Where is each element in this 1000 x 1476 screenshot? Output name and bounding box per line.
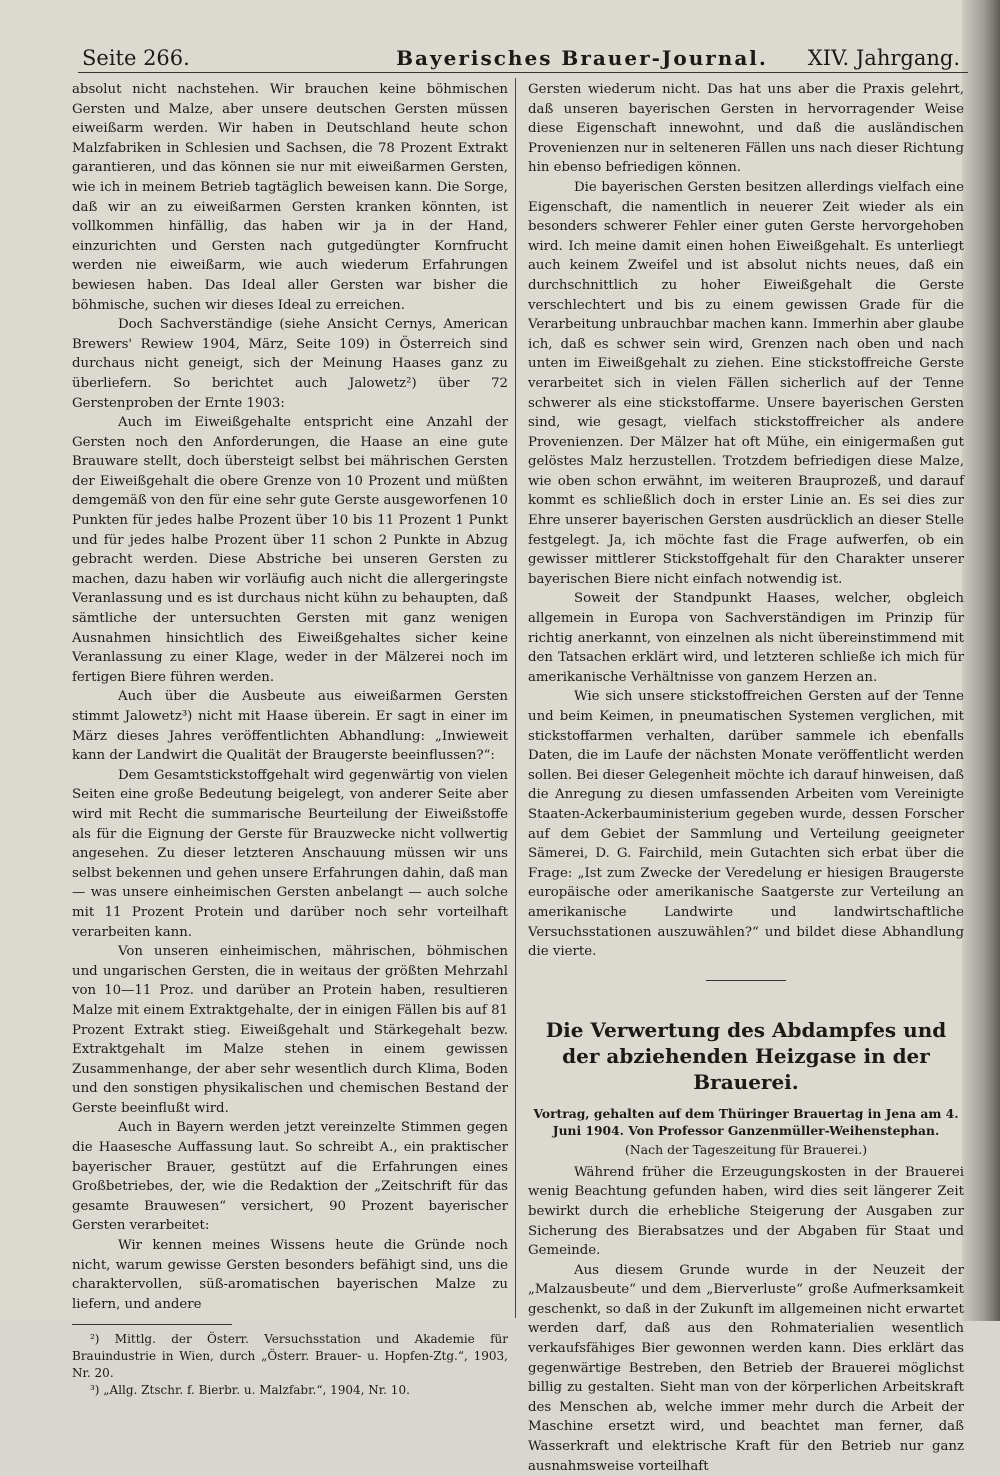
column-divider (515, 78, 516, 1318)
quote-paragraph: Von unseren einheimischen, mährischen, böhmischen und ungarischen Gersten, die in weitaus der größten Mehrzahl von 10—11 Proz. und darüber an Protein haben, resultieren Malze mit einem Extraktgehalte, der in einigen Fällen bis auf 81 Prozent Extrakt stieg. Eiweißgehalt und Stärkegehalt bezw. Extraktgehalt im Malze stehen in einem gewissen Zusammenhange, der aber sehr wesentlich durch Klima, Boden und den sonstigen physikalischen und chemischen Bestand der Gerste beeinflußt wird. (72, 944, 508, 1116)
footnote: ²) Mittlg. der Österr. Versuchsstation und Akademie für Brauindustrie in Wien, durch „Österr. Brauer- u. Hopfen-Ztg.“, 1903, Nr. 20. (72, 1332, 508, 1381)
article-byline: Vortrag, gehalten auf dem Thüringer Brauertag in Jena am 4. Juni 1904. Von Professor Ganzenmüller-Weihenstephan. (533, 1105, 959, 1138)
paragraph: Wie sich unsere stickstoffreichen Gersten auf der Tenne und beim Keimen, in pneumatischen Systemen verglichen, mit stickstoffarmen verhalten, darüber sammele ich ebenfalls Daten, die im Laufe der nächsten Monate veröffentlicht werden sollen. Bei dieser Gelegenheit möchte ich darauf hinweisen, daß die Anregung zu diesen umfassenden Arbeiten vom Vereinigte Staaten-Ackerbauministerium gegeben wurde, dessen Forscher auf dem Gebiet der Sammlung und Verteilung geeigneter Sämerei, D. G. Fairchild, mein Gutachten sich erbat über die Frage: „Ist zum Zwecke der Veredelung er hiesigen Braugerste europäische oder amerikanische Saatgerste zur Verteilung an amerikanische Landwirte und landwirtschaftliche Versuchsstationen auszuwählen?“ und bildet diese Abhandlung die vierte. (528, 689, 964, 960)
paragraph: Auch über die Ausbeute aus eiweißarmen Gersten stimmt Jalowetz³) nicht mit Haase überein. Er sagt in einer im März dieses Jahres veröffentlichten Abhandlung: „Inwieweit kann der Landwirt die Qualität der Braugerste beeinflussen?“: (72, 689, 508, 764)
footnote-rule (72, 1324, 232, 1325)
volume-label: XIV. Jahrgang. (807, 46, 960, 70)
paragraph: Gersten wiederum nicht. Das hat uns aber die Praxis gelehrt, daß unseren bayerischen Gersten in hervorragender Weise diese Eigenschaft innewohnt, und daß die ausländischen Provenienzen nur in selteneren Fällen uns nach dieser Richtung hin ebenso befriedigen können. (528, 82, 964, 176)
quote-paragraph: Auch im Eiweißgehalte entspricht eine Anzahl der Gersten noch den Anforderungen, die Haase an eine gute Brauware stellt, doch übersteigt selbst bei mährischen Gersten der Eiweißgehalt die obere Grenze von 10 Prozent und müßten demgemäß von den für eine sehr gute Gerste ausgeworfenen 10 Punkten für jedes halbe Prozent über 10 bis 11 Prozent 1 Punkt und für jedes halbe Prozent über 11 schon 2 Punkte in Abzug gebracht werden. Diese Abstriche bei unseren Gersten zu machen, dazu haben wir vorläufig auch nicht die allergeringste Veranlassung und es ist durchaus nicht kühn zu behaupten, daß sämtliche der untersuchten Gersten mit ganz wenigen Ausnahmen hinsichtlich des Eiweißgehaltes sicher keine Veranlassung zu einer Klage, weder in der Mälzerei noch im fertigen Biere führen werden. (72, 415, 508, 685)
paragraph: absolut nicht nachstehen. Wir brauchen keine böhmischen Gersten und Malze, aber unsere deutschen Gersten müssen eiweißarm werden. Wir haben in Deutschland heute schon Malzfabriken in Schlesien und Sachsen, die 78 Prozent Extrakt garantieren, und das können sie nur mit eiweißarmen Gersten, wie ich in meinem Betrieb tagtäglich beweisen kann. Die Sorge, daß wir an zu eiweißarmen Gersten kranken könnten, ist vollkommen hinfällig, das haben wir ja in der Hand, einzurichten und Gersten nach gutgedüngter Kornfrucht werden nie eiweißarm, wie auch wiederum Erfahrungen bewiesen haben. Das Ideal aller Gersten war bisher die böhmische, suchen wir dieses Ideal zu erreichen. (72, 82, 508, 313)
footnote: ³) „Allg. Ztschr. f. Bierbr. u. Malzfabr.“, 1904, Nr. 10. (90, 1383, 410, 1398)
paragraph: Aus diesem Grunde wurde in der Neuzeit der „Malzausbeute“ und dem „Bierverluste“ große Aufmerksamkeit geschenkt, so daß in der Zukunft im allgemeinen nicht erwartet werden darf, daß aus den Rohmaterialien wesentlich verkaufsfähiges Bier gewonnen werden kann. Dies erklärt das gegenwärtige Bestreben, den Betrieb der Brauerei möglichst billig zu gestalten. Sieht man von der körperlichen Arbeitskraft des Menschen ab, welche immer mehr durch die Arbeit der Maschine ersetzt wird, und beachtet man ferner, daß Wasserkraft und elektrische Kraft für den Betrieb nur ganz ausnahmsweise vorteilhaft (528, 1262, 964, 1474)
right-column (528, 80, 964, 1474)
article-title: Die Verwertung des Abdampfes und der abziehenden Heizgase in der Brauerei. (545, 1017, 947, 1094)
quote-paragraph: Dem Gesamtstickstoffgehalt wird gegenwärtig von vielen Seiten eine große Bedeutung beigelegt, von anderer Seite aber wird mit Recht die summarische Beurteilung der Eiweißstoffe als für die Eignung der Gerste für Brauzwecke nicht vollwertig angesehen. Zu dieser letzteren Anschauung müssen wir uns selbst bekennen und gehen unsere Erfahrungen dahin, daß man — was unsere einheimischen Gersten anbelangt — auch solche mit 11 Prozent Protein und darüber noch sehr vorteilhaft verarbeiten kann. (72, 767, 508, 940)
paragraph: Die bayerischen Gersten besitzen allerdings vielfach eine Eigenschaft, die namentlich in neuerer Zeit wieder als ein besonders schwerer Fehler einer guten Gerste hervorgehoben wird. Ich meine damit einen hohen Eiweißgehalt. Es unterliegt auch keinem Zweifel und ist absolut nichts neues, daß ein durchschnittlich zu hoher Eiweißgehalt die Gerste verschlechtert und bis zu einem gewissen Grade für die Verarbeitung unbrauchbar machen kann. Immerhin aber glaube ich, daß es schwer sein wird, Grenzen nach oben und nach unten im Eiweißgehalt zu ziehen. Eine stickstoffreiche Gerste verarbeitet sich in vielen Fällen sicherlich auf der Tenne schwerer als eine stickstoffarme. Unsere bayerischen Gersten sind, wie gesagt, vielfach stickstoffreicher als andere Provenienzen. Der Mälzer hat oft Mühe, ein einigermaßen gut gelöstes Malz herzustellen. Trotzdem befriedigen diese Malze, wie oben schon erwähnt, im weiteren Brauprozeß, und darauf kommt es schließlich doch in erster Linie an. Es sei dies zur Ehre unserer bayerischen Gersten ausdrücklich an dieser Stelle festgelegt. Ja, ich möchte fast die Frage aufwerfen, ob ein gewisser mittlerer Stickstoffgehalt für den Charakter unserer bayerischen Biere nicht einfach notwendig ist. (528, 179, 964, 587)
page-edge-shadow (962, 0, 1000, 1321)
paragraph: Während früher die Erzeugungskosten in der Brauerei wenig Beachtung gefunden haben, wird dies seit längerer Zeit bewirkt durch die erhebliche Steigerung der Ausgaben zur Sicherung des Bierabsatzes und der Abgaben für Staat und Gemeinde. (528, 1164, 964, 1259)
journal-title: Bayerisches Brauer-Journal. (396, 46, 768, 70)
paragraph: Soweit der Standpunkt Haases, welcher, obgleich allgemein in Europa von Sachverständigen im Prinzip für richtig anerkannt, von einzelnen als nicht übereinstimmend mit den Tatsachen erklärt wird, und letzteren schließe ich mich für amerikanische Verhältnisse von ganzem Herzen an. (528, 591, 964, 685)
page-header (82, 40, 960, 80)
paragraph: Doch Sachverständige (siehe Ansicht Cernys, American Brewers' Rewiew 1904, März, Seite 109) in Österreich sind durchaus nicht geneigt, sich der Meinung Haases ganz zu überliefern. So berichtet auch Jalowetz²) über 72 Gerstenproben der Ernte 1903: (72, 317, 508, 411)
paragraph: Auch in Bayern werden jetzt vereinzelte Stimmen gegen die Haasesche Auffassung laut. So schreibt A., ein praktischer bayerischer Brauer, gestützt auf die Erfahrungen eines Großbetriebes, der, wie die Redaktion der „Zeitschrift für das gesamte Brauwesen“ versichert, 90 Prozent bayerischer Gersten verarbeitet: (72, 1120, 508, 1234)
quote-paragraph: Wir kennen meines Wissens heute die Gründe noch nicht, warum gewisse Gersten besonders befähigt sind, uns die charaktervollen, süß-aromatischen bayerischen Malze zu liefern, und andere (72, 1238, 508, 1312)
left-column (72, 80, 508, 1398)
header-rule (78, 72, 968, 73)
article-source: (Nach der Tageszeitung für Brauerei.) (624, 1141, 868, 1157)
page-number: Seite 266. (82, 46, 190, 70)
section-rule (706, 980, 786, 981)
